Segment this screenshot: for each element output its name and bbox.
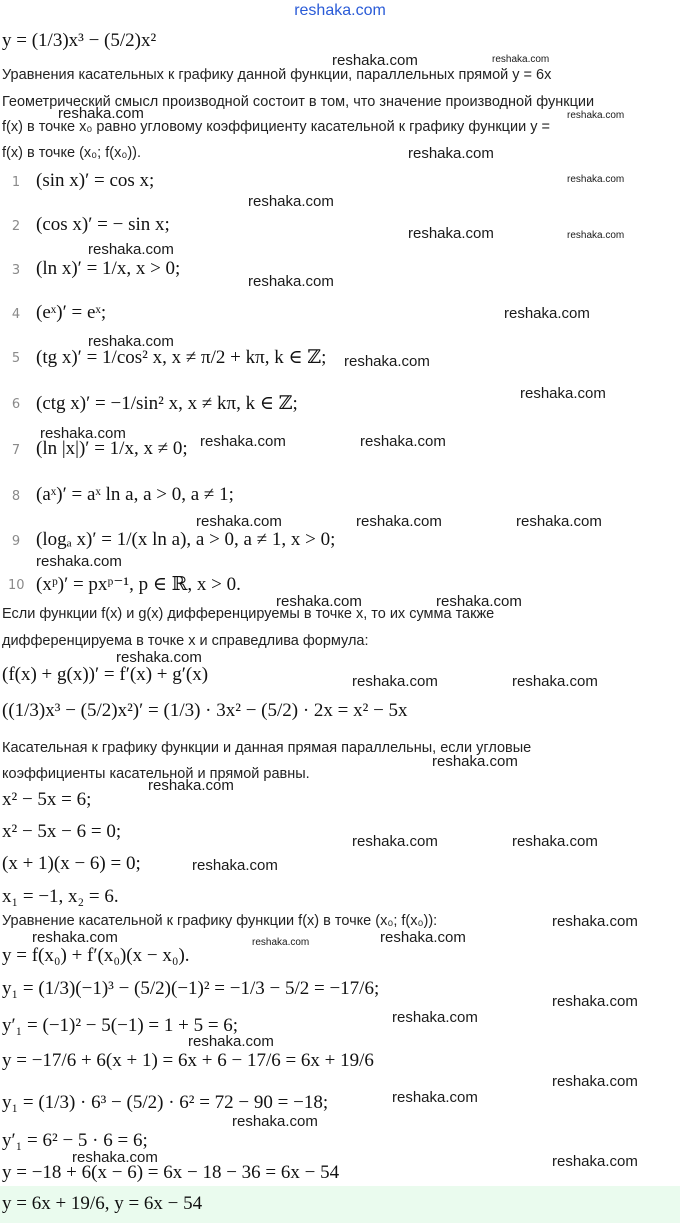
row-formula: (cos x)′ = − sin x; [36,214,170,235]
watermark: reshaka.com [32,929,118,946]
tangent-formula: y = f(x₀) + f′(x₀)(x − x₀). [2,945,190,966]
watermark: reshaka.com [276,593,362,610]
geo-para-line-2: f(x) в точке x₀ равно угловому коэффициенту касательной к графику функции y = [2,119,550,135]
function-line: y = (1/3)x³ − (5/2)x² [2,30,157,51]
watermark: reshaka.com [72,1149,158,1166]
row-formula: (ln |x|)′ = 1/x, x ≠ 0; [36,438,188,459]
calc-line: y = −18 + 6(x − 6) = 6x − 18 − 36 = 6x − 54 [2,1162,340,1183]
watermark: reshaka.com [408,145,494,162]
watermark: reshaka.com [58,105,144,122]
watermark: reshaka.com [504,305,590,322]
calc-line: y₁ = (1/3) · 6³ − (5/2) · 6² = 72 − 90 = −18; [2,1092,329,1113]
sum-rule: (f(x) + g(x))′ = f′(x) + g′(x) [2,664,209,685]
watermark: reshaka.com [436,593,522,610]
watermark: reshaka.com [552,993,638,1010]
equation-line: (x + 1)(x − 6) = 0; [2,853,141,874]
site-title[interactable]: reshaka.com [294,2,386,19]
watermark: reshaka.com [392,1089,478,1106]
equation-line: x² − 5x − 6 = 0; [2,821,122,842]
row-formula: (tg x)′ = 1/cos² x, x ≠ π/2 + kπ, k ∈ ℤ; [36,347,327,368]
watermark: reshaka.com [188,1033,274,1050]
watermark: reshaka.com [248,193,334,210]
watermark: reshaka.com [40,425,126,442]
watermark: reshaka.com [492,54,550,65]
row-formula: (xᵖ)′ = pxᵖ⁻¹, p ∈ ℝ, x > 0. [36,574,241,595]
answer-text: y = 6x + 19/6, y = 6x − 54 [2,1193,203,1214]
geo-para-line-1: Геометрический смысл производной состоит в том, что значение производной функции [2,94,595,110]
row-number: 4 [11,307,21,322]
watermark: reshaka.com [567,174,625,185]
calc-line: y′₁ = (−1)² − 5(−1) = 1 + 5 = 6; [2,1015,239,1036]
tangent-text: Уравнение касательной к графику функции f(x) в точке (x₀; f(x₀)): [2,913,438,929]
sum-para-line-2: дифференцируема в точке x и справедлива формула: [2,633,369,649]
geo-para-line-3: f(x) в точке (x₀; f(x₀)). [2,145,142,161]
derivative-calc: ((1/3)x³ − (5/2)x²)′ = (1/3) · 3x² − (5/2) · 2x = x² − 5x [2,700,408,721]
watermark: reshaka.com [344,353,430,370]
watermark: reshaka.com [512,833,598,850]
parallel-para-line-1: Касательная к графику функции и данная прямая параллельны, если угловые [2,740,532,756]
row-number: 8 [11,489,21,504]
row-number: 9 [11,534,21,549]
row-formula: (ctg x)′ = −1/sin² x, x ≠ kπ, k ∈ ℤ; [36,393,298,414]
watermark: reshaka.com [512,673,598,690]
watermark: reshaka.com [36,553,122,570]
calc-line: y′₁ = 6² − 5 · 6 = 6; [2,1130,148,1151]
answer-box [0,1186,680,1223]
watermark: reshaka.com [552,913,638,930]
row-number: 5 [11,351,21,366]
watermark: reshaka.com [432,753,518,770]
task-text: Уравнения касательных к графику данной функции, параллельных прямой y = 6x [2,67,552,83]
watermark: reshaka.com [516,513,602,530]
watermark: reshaka.com [248,273,334,290]
watermark: reshaka.com [567,230,625,241]
calc-line: y = −17/6 + 6(x + 1) = 6x + 6 − 17/6 = 6x + 19/6 [2,1050,374,1071]
watermark: reshaka.com [408,225,494,242]
sum-para-line-1: Если функции f(x) и g(x) дифференцируемы в точке x, то их сумма также [2,606,495,622]
watermark: reshaka.com [232,1113,318,1130]
parallel-para-line-2: коэффициенты касательной и прямой равны. [2,766,310,782]
watermark: reshaka.com [88,241,174,258]
roots-line: x₁ = −1, x₂ = 6. [2,886,119,907]
watermark: reshaka.com [552,1073,638,1090]
watermark: reshaka.com [200,433,286,450]
watermark: reshaka.com [148,777,234,794]
watermark: reshaka.com [192,857,278,874]
row-formula: (sin x)′ = cos x; [36,170,155,191]
watermark: reshaka.com [520,385,606,402]
watermark: reshaka.com [88,333,174,350]
watermark: reshaka.com [356,513,442,530]
row-number: 10 [8,578,25,593]
watermark: reshaka.com [392,1009,478,1026]
equation-line: x² − 5x = 6; [2,789,92,810]
watermark: reshaka.com [352,673,438,690]
calc-line: y₁ = (1/3)(−1)³ − (5/2)(−1)² = −1/3 − 5/2 = −17/6; [2,978,380,999]
watermark: reshaka.com [252,937,310,948]
row-number: 2 [11,219,21,234]
row-number: 7 [11,443,21,458]
watermark: reshaka.com [380,929,466,946]
row-formula: (ln x)′ = 1/x, x > 0; [36,258,181,279]
row-number: 3 [11,263,21,278]
watermark: reshaka.com [116,649,202,666]
row-formula: (logₐ x)′ = 1/(x ln a), a > 0, a ≠ 1, x > 0; [36,529,336,550]
row-formula: (aˣ)′ = aˣ ln a, a > 0, a ≠ 1; [36,484,234,505]
watermark: reshaka.com [567,110,625,121]
watermark: reshaka.com [352,833,438,850]
watermark: reshaka.com [196,513,282,530]
row-formula: (eˣ)′ = eˣ; [36,302,107,323]
watermark: reshaka.com [552,1153,638,1170]
row-number: 6 [11,397,21,412]
watermark: reshaka.com [332,52,418,69]
row-number: 1 [11,175,21,190]
watermark: reshaka.com [360,433,446,450]
